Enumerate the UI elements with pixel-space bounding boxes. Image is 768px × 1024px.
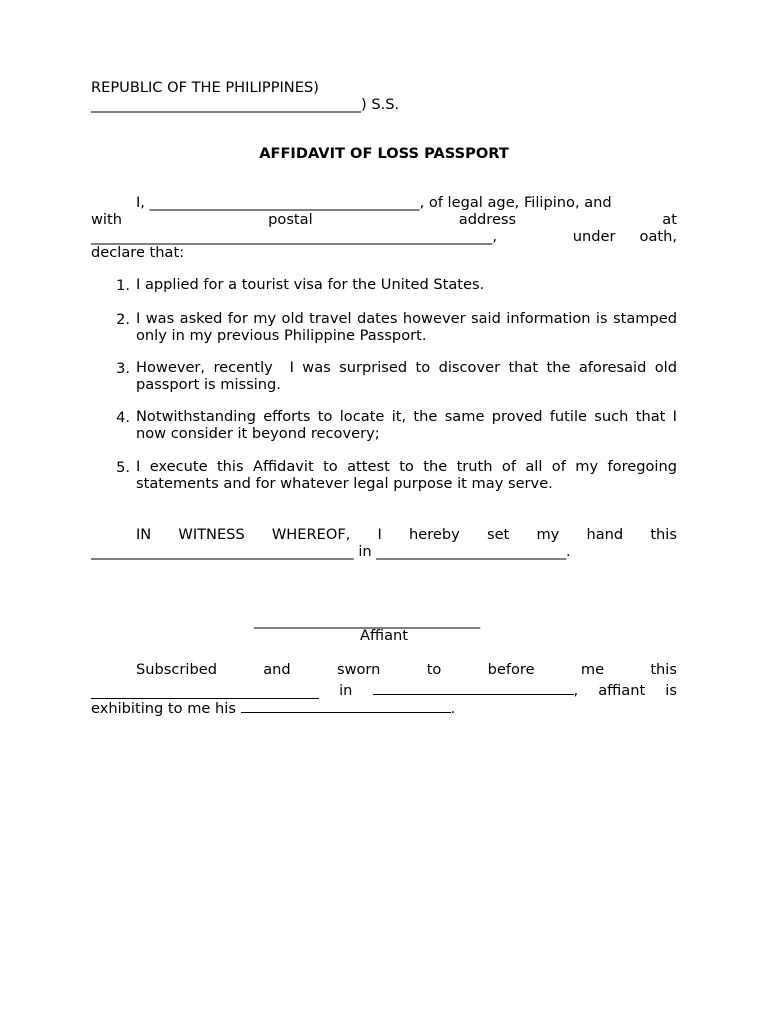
list-item: I applied for a tourist visa for the United States.	[136, 276, 485, 293]
witness-word: hand	[586, 526, 624, 543]
subscribed-exhibit-text: exhibiting to me his	[91, 700, 236, 717]
intro-line-1	[136, 194, 677, 211]
intro-line-1-text: I, _____________________________________, of legal age, Filipino, and	[136, 194, 612, 211]
header-republic: REPUBLIC OF THE PHILIPPINES)	[91, 79, 319, 96]
intro-word: under	[572, 228, 616, 245]
witness-word: IN	[136, 526, 152, 543]
subscribed-word: is	[665, 682, 677, 699]
subscribed-line-1	[136, 661, 677, 678]
witness-line-1	[136, 526, 677, 543]
id-blank	[241, 697, 451, 713]
intro-word: address	[458, 211, 517, 228]
list-item-number: 5.	[116, 459, 130, 476]
witness-word: my	[536, 526, 560, 543]
subscribed-comma: ,	[573, 682, 579, 699]
subscribed-word: this	[650, 661, 677, 678]
document-title: AFFIDAVIT OF LOSS PASSPORT	[259, 145, 509, 162]
intro-line-3	[91, 228, 677, 245]
list-item: I was asked for my old travel dates however said information is stamped only in my previous Philippine Passport.	[136, 310, 677, 344]
subscribed-line-2	[91, 679, 677, 699]
signature-line: _______________________________	[254, 612, 481, 629]
subscribed-word: affiant	[598, 682, 646, 699]
witness-word: I	[377, 526, 382, 543]
witness-word: WHEREOF,	[271, 526, 351, 543]
place-blank	[373, 679, 574, 695]
list-item: Notwithstanding efforts to locate it, the same proved futile such that I now consider it beyond recovery;	[136, 408, 677, 442]
subscribed-word: before	[487, 661, 535, 678]
intro-word: postal	[268, 211, 313, 228]
witness-word: WITNESS	[178, 526, 245, 543]
affiant-label: Affiant	[359, 627, 408, 644]
subscribed-word: and	[263, 661, 291, 678]
header-venue-line: _____________________________________) S.S.	[91, 96, 400, 113]
intro-line-2	[91, 211, 677, 228]
subscribed-word: sworn	[336, 661, 381, 678]
subscribed-line-3	[91, 697, 455, 717]
subscribed-period: .	[450, 700, 456, 717]
subscribed-word: Subscribed	[136, 661, 217, 678]
witness-word: hereby	[409, 526, 460, 543]
list-item: I execute this Affidavit to attest to the truth of all of my foregoing statements and for whatever legal purpose it may serve.	[136, 458, 677, 492]
subscribed-word: me	[580, 661, 605, 678]
list-item-number: 1.	[116, 277, 130, 294]
list-item-number: 2.	[116, 311, 130, 328]
list-item-number: 4.	[116, 409, 130, 426]
witness-word: set	[486, 526, 510, 543]
list-item: However, recently I was surprised to discover that the aforesaid old passport is missing.	[136, 359, 682, 393]
intro-word: _______________________________________________________,	[91, 228, 497, 245]
intro-word: oath,	[639, 228, 677, 245]
subscribed-word: to	[426, 661, 442, 678]
list-item-number: 3.	[116, 360, 130, 377]
witness-line-2: ____________________________________ in __________________________.	[91, 543, 571, 560]
witness-word: this	[650, 526, 677, 543]
intro-word: with	[91, 211, 122, 228]
subscribed-in: in	[339, 682, 353, 699]
intro-line-4: declare that:	[91, 244, 185, 261]
intro-word: at	[662, 211, 677, 228]
